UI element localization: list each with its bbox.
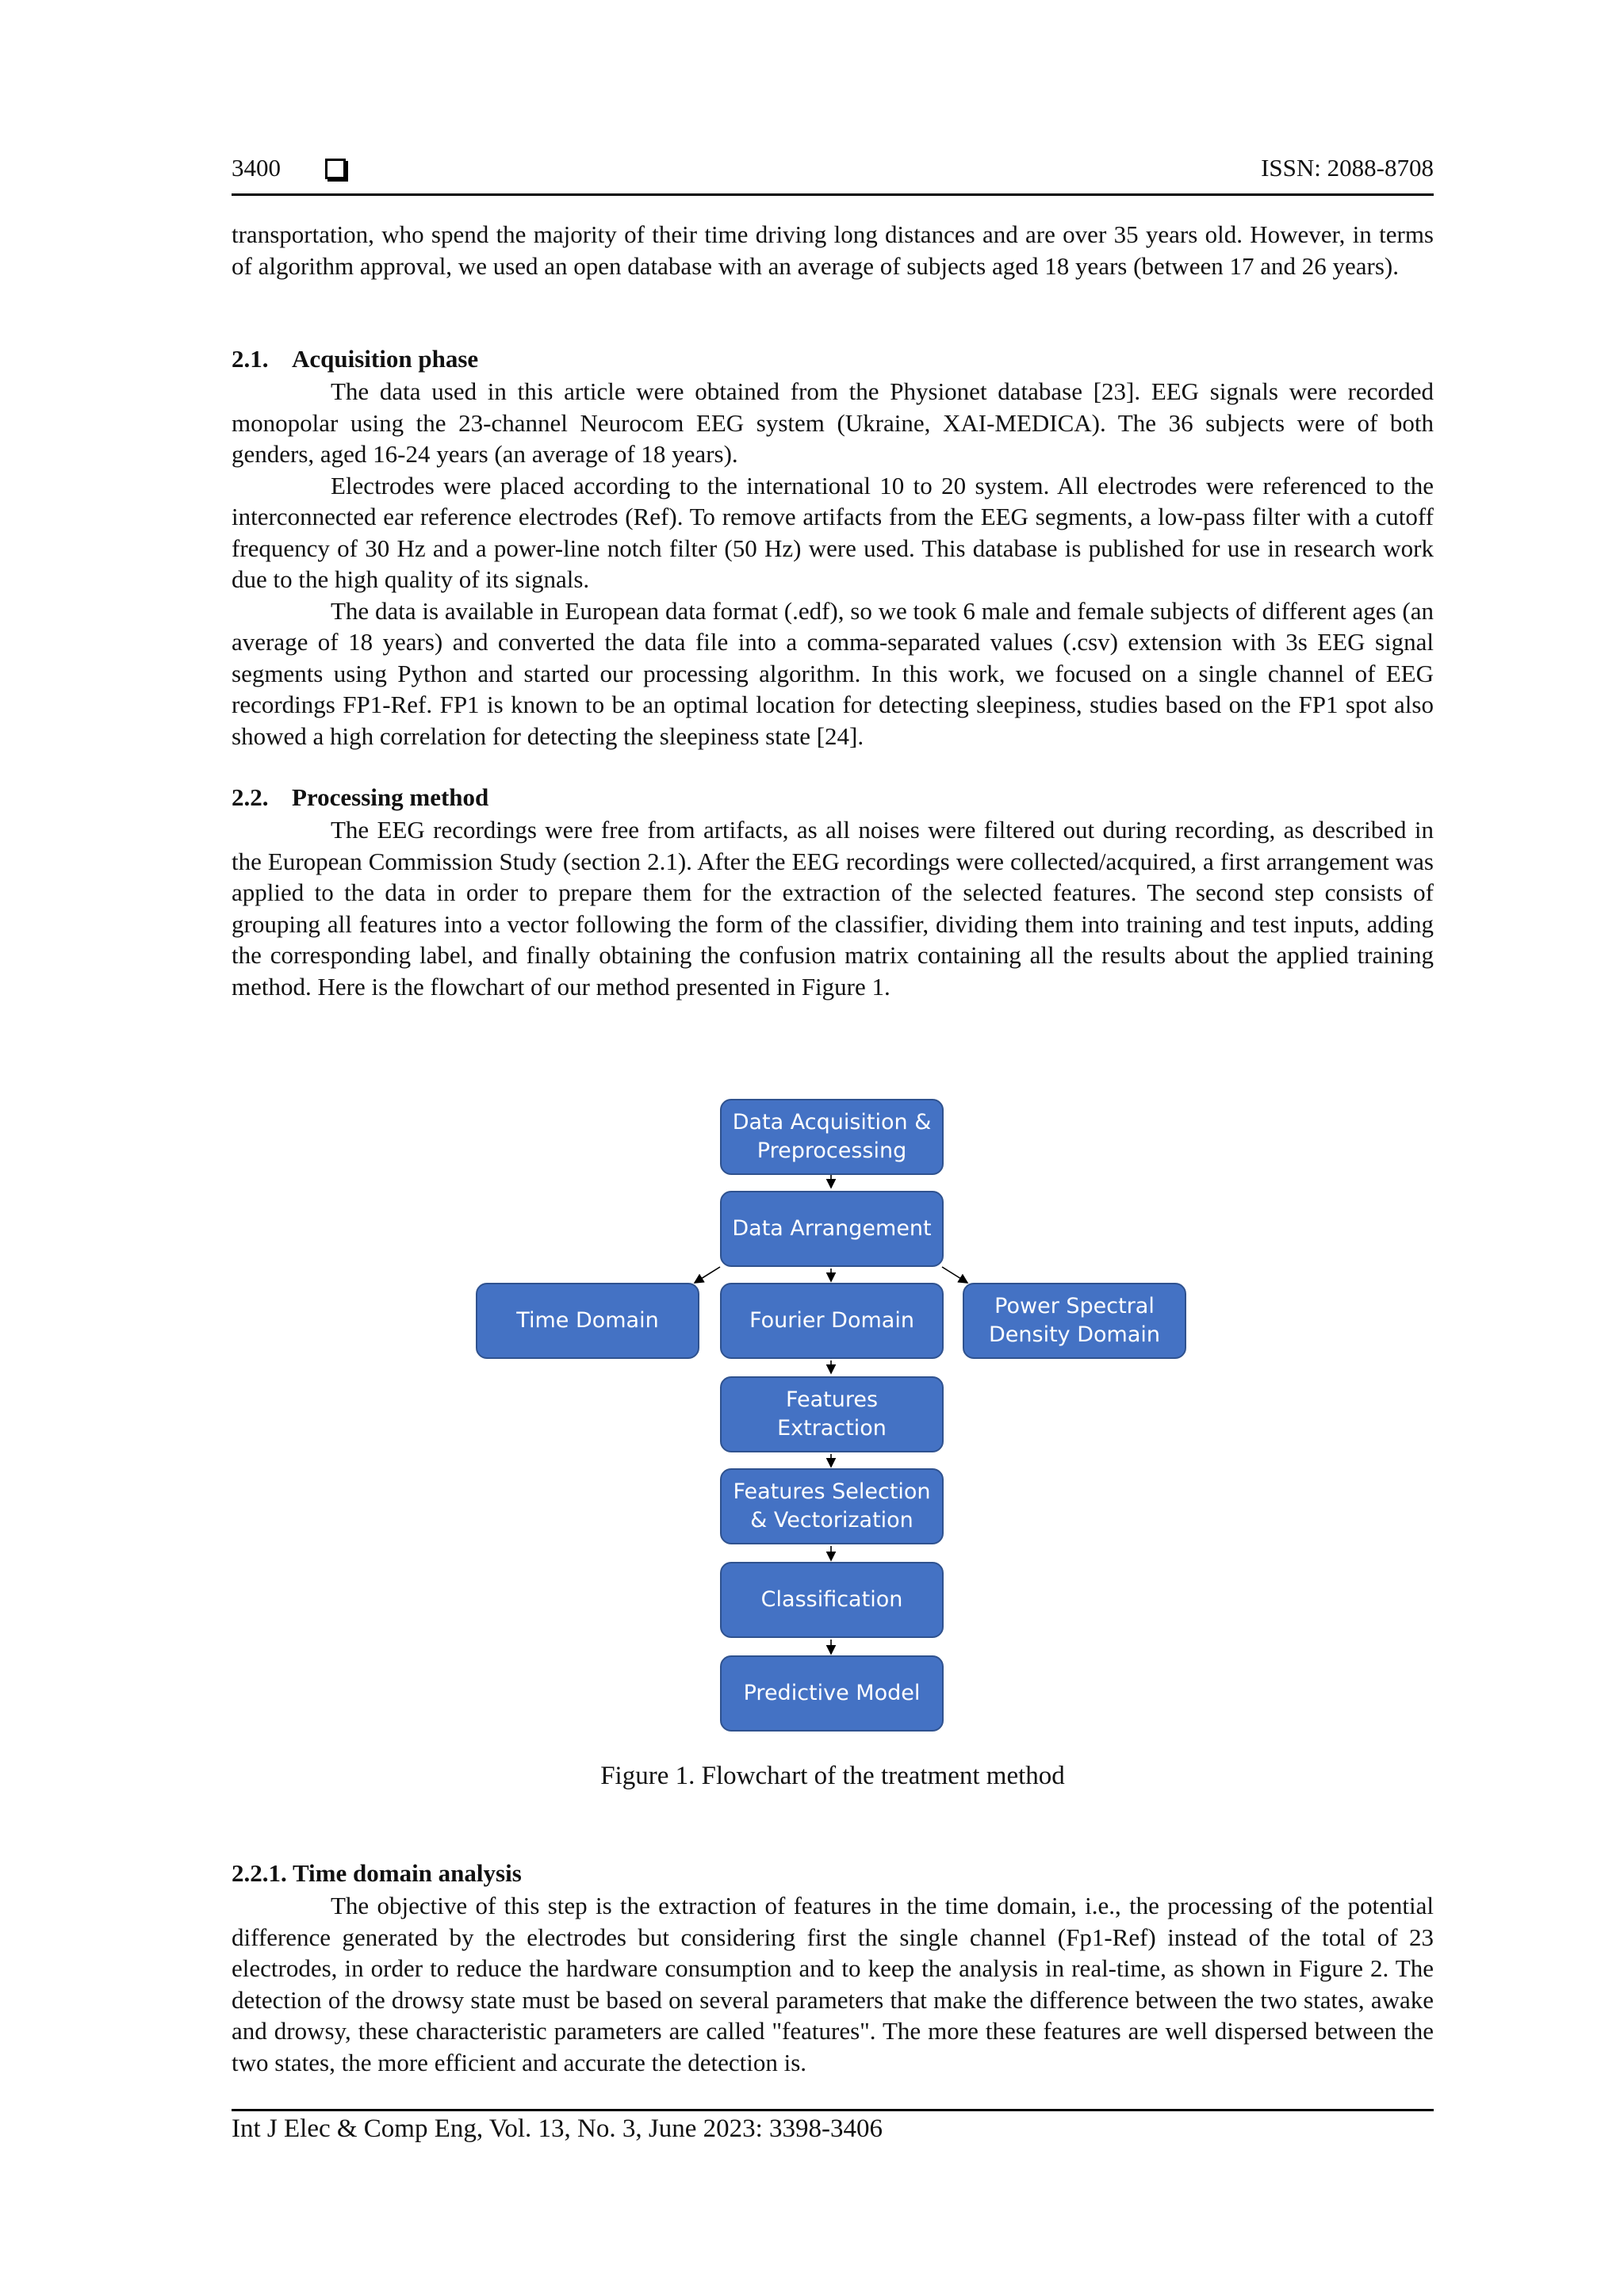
section-title: Processing method [292,783,489,811]
intro-text: transportation, who spend the majority of their time driving long distances and are over 35 years old. However, in terms of algorithm approval, we used an open database with an average of subjects aged 18 years (between 17 and 26 years). [232,220,1434,280]
section-2-2-heading [232,783,488,812]
data-acquisition-box: Data Acquisition & Preprocessing [720,1099,944,1175]
section-2-2-body [232,814,1434,1002]
classification-box: Classification [720,1562,944,1638]
page-number: 3400 [232,154,281,182]
data-arrangement-box: Data Arrangement [720,1191,944,1267]
box-bullet-icon [325,159,346,179]
page-footer: Int J Elec & Comp Eng, Vol. 13, No. 3, June 2023: 3398-3406 [232,2109,1434,2144]
paragraph: The objective of this step is the extraction of features in the time domain, i.e., the processing of the potential difference generated by the electrodes but considering first the single channel (Fp1-Ref) instead of the total of 23 electrodes, in order to reduce the hardware consumption and to keep the analysis in real-time, as shown in Figure 2. The detection of the drowsy state must be based on several parameters that make the difference between the two states, awake and drowsy, these characteristic parameters are called "features". The more these features are well dispersed between the two states, the more efficient and accurate the detection is. [232,1892,1434,2076]
issn: ISSN: 2088-8708 [1261,154,1434,182]
psd-domain-box: Power Spectral Density Domain [963,1283,1186,1359]
section-2-2-1-body [232,1890,1434,2078]
page-header [232,152,1434,196]
section-title: Acquisition phase [292,345,479,373]
predictive-model-box: Predictive Model [720,1655,944,1732]
paragraph: The data used in this article were obtained from the Physionet database [23]. EEG signals were recorded monopolar using the 23-channel Neurocom EEG system (Ukraine, XAI-MEDICA). The 36 subjects were of both genders, aged 16-24 years (an average of 18 years). [232,377,1434,468]
intro-paragraph [232,219,1434,281]
fourier-domain-box: Fourier Domain [720,1283,944,1359]
paragraph: The data is available in European data format (.edf), so we took 6 male and female subjects of different ages (an average of 18 years) and converted the data file into a comma-separated values (.csv) extension with 3s EEG signal segments using Python and started our processing algorithm. In this work, we focused on a single channel of EEG recordings FP1-Ref. FP1 is known to be an optimal location for detecting sleepiness, studies based on the FP1 spot also showed a high correlation for detecting the sleepiness state [24]. [232,596,1434,750]
features-selection-box: Features Selection & Vectorization [720,1468,944,1544]
flowchart-figure [460,1086,1205,1744]
paragraph: Electrodes were placed according to the international 10 to 20 system. All electrodes were referenced to the interconnected ear reference electrodes (Ref). To remove artifacts from the EEG segments, a low-pass filter with a cutoff frequency of 30 Hz and a power-line notch filter (50 Hz) were used. This database is published for use in research work due to the high quality of its signals. [232,471,1434,593]
section-number: 2.1. [232,345,269,373]
features-extraction-box: Features Extraction [720,1376,944,1452]
section-2-1-body [232,376,1434,752]
section-2-1-heading [232,345,478,373]
section-number: 2.2. [232,783,269,811]
section-2-2-1-heading: 2.2.1. Time domain analysis [232,1859,522,1887]
figure-caption: Figure 1. Flowchart of the treatment method [600,1762,1065,1790]
paragraph: The EEG recordings were free from artifacts, as all noises were filtered out during recording, as described in the European Commission Study (section 2.1). After the EEG recordings were collected/acquired, a first arrangement was applied to the data in order to prepare them for the extraction of the selected features. The second step consists of grouping all features into a vector following the form of the classifier, dividing them into training and test inputs, adding the corresponding label, and finally obtaining the confusion matrix containing all the results about the applied training method. Here is the flowchart of our method presented in Figure 1. [232,816,1434,1001]
time-domain-box: Time Domain [476,1283,699,1359]
